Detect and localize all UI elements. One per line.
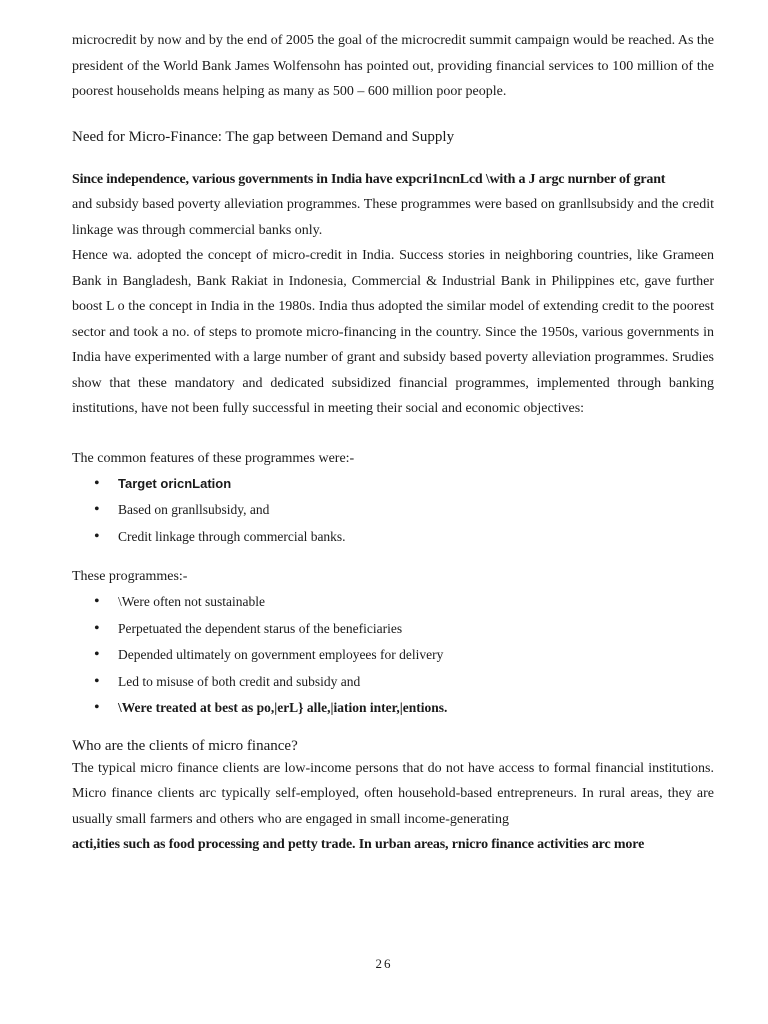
features-list [72, 471, 714, 550]
feature-text: Credit linkage through commercial banks. [118, 528, 346, 544]
feature-text: Based on granllsubsidy, and [118, 502, 270, 518]
intro-paragraph: microcredit by now and by the end of 2005 the goal of the microcredit summit campaign would be reached. As the president of the World Bank James Wolfensohn has pointed out, providing financial services to 100 million of the poorest households means helping as many as 500 – 600 million poor people. [72, 33, 714, 99]
heading-need-for-microfinance: Need for Micro-Finance: The gap between Demand and Supply [72, 128, 455, 145]
list-item [72, 497, 714, 523]
bullet-icon: • [94, 672, 100, 690]
bullet-icon: • [94, 501, 100, 519]
bullet-icon: • [94, 593, 100, 611]
list-item [72, 616, 714, 643]
page-number: 26 [375, 956, 393, 971]
bullet-icon: • [94, 699, 100, 717]
bullet-icon: • [94, 475, 100, 492]
bullet-icon: • [94, 646, 100, 664]
programme-text: Depended ultimately on government employees for delivery [118, 647, 444, 663]
programme-text: Led to misuse of both credit and subsidy and [118, 673, 361, 689]
clients-paragraph: The typical micro finance clients are low-income persons that do not have access to formal financial institutions. Micro finance clients arc typically self-employed, often household-based entrepreneurs. In rural areas, they are usually small farmers and others who are engaged in small income-generating [72, 760, 714, 827]
need-paragraph-1: and subsidy based poverty alleviation programmes. These programmes were based on granllsubsidy and the credit linkage was through commercial banks only. [72, 197, 714, 238]
need-paragraph-2: Hence wa. adopted the concept of micro-credit in India. Success stories in neighboring countries, like Grameen Bank in Bangladesh, Bank Rakiat in Indonesia, Commercial & Industrial Bank in Philippines etc, gave further boost L o the concept in India in the 1980s. India thus adopted the similar model of extending credit to the poorest sector and took a no. of steps to promote micro-financing in the country. Since the 1950s, various governments in India have experimented with a large number of grant and subsidy based poverty alleviation programmes. Srudies show that these mandatory and dedicated subsidized financial programmes, implemented through banking institutions, have not been fully successful in meeting their social and economic objectives: [72, 248, 714, 416]
programmes-list [72, 589, 714, 722]
programme-text: \Were often not sustainable [118, 594, 265, 610]
bullet-icon: • [94, 527, 100, 545]
clients-bold-line: acti,ities such as food processing and petty trade. In urban areas, rnicro finance activities arc more [72, 837, 645, 853]
list-item [72, 695, 714, 722]
need-bold-line: Since independence, various governments in India have expcri1ncnLcd \with a J argc nurnber of grant [72, 171, 666, 187]
document-page [72, 28, 714, 858]
list-item [72, 471, 714, 497]
programme-text: \Were treated at best as po,|erL} alle,|iation inter,|entions. [118, 700, 448, 716]
list-item [72, 524, 714, 550]
features-intro: The common features of these programmes were:- [72, 450, 355, 466]
need-section-body [72, 167, 714, 422]
heading-clients: Who are the clients of micro finance? [72, 737, 298, 754]
feature-text: Target oricnLation [118, 476, 232, 491]
programmes-intro: These programmes:- [72, 568, 188, 584]
programme-text: Perpetuated the dependent starus of the beneficiaries [118, 620, 403, 636]
bullet-icon: • [94, 619, 100, 637]
list-item [72, 589, 714, 616]
list-item [72, 669, 714, 696]
list-item [72, 642, 714, 669]
